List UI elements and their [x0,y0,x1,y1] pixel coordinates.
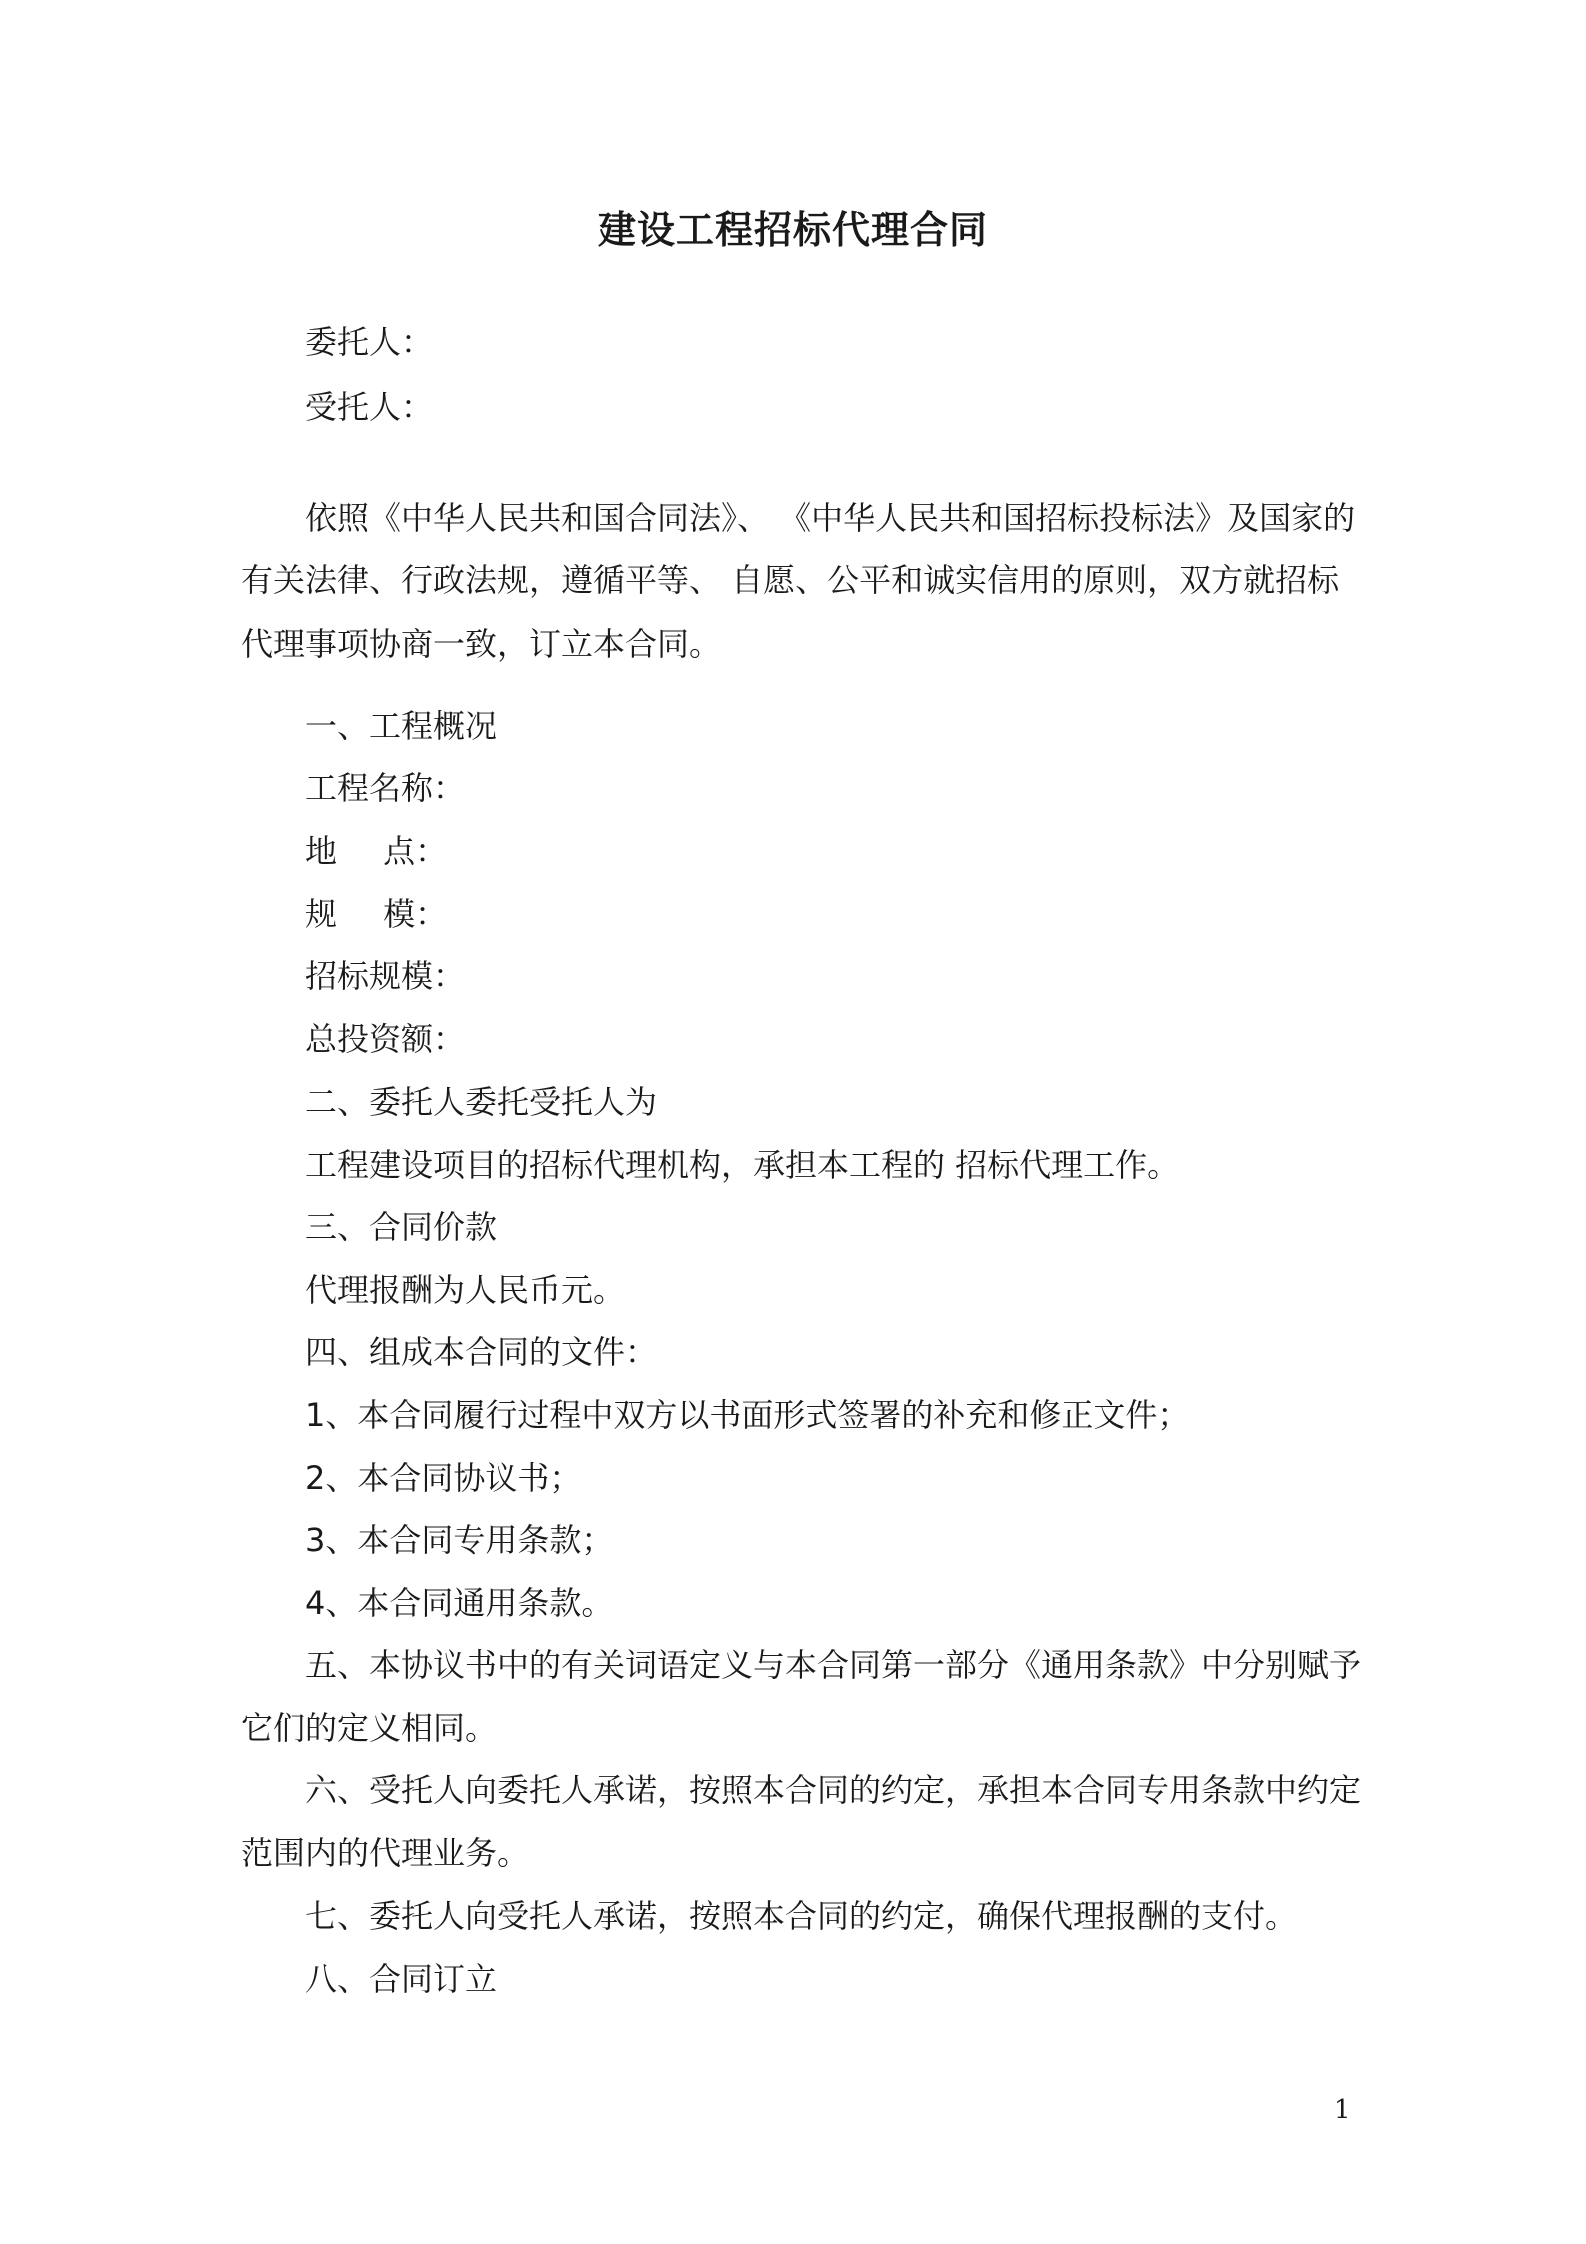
agent-label: 受托人： [305,388,434,426]
preamble-line-3: 代理事项协商一致，订立本合同。 [241,625,722,663]
section-2-body: 工程建设项目的招标代理机构，承担本工程的 招标代理工作。 [305,1146,1180,1184]
section-4-item-1: 1、本合同履行过程中双方以书面形式签署的补充和修正文件； [305,1396,1190,1434]
section-3-heading: 三、合同价款 [305,1208,498,1246]
page-number: 1 [1334,2095,1351,2125]
section-1-heading: 一、工程概况 [305,707,498,745]
document-title: 建设工程招标代理合同 [597,208,988,252]
section-6-line-2: 范围内的代理业务。 [241,1834,530,1872]
section-6-line-1: 六、受托人向委托人承诺，按照本合同的约定，承担本合同专用条款中约定 [305,1771,1362,1809]
section-4-item-4: 4、本合同通用条款。 [305,1584,614,1622]
section-4-item-3: 3、本合同专用条款； [305,1521,614,1559]
section-5-line-2: 它们的定义相同。 [241,1709,498,1747]
section-4-item-2: 2、本合同协议书； [305,1459,582,1497]
section-4-heading: 四、组成本合同的文件： [305,1333,658,1371]
preamble-line-1: 依照《中华人民共和国合同法》、 《中华人民共和国招标投标法》及国家的 [305,499,1356,537]
scale-field: 规 模： [305,895,448,933]
section-7: 七、委托人向受托人承诺，按照本合同的约定，确保代理报酬的支付。 [305,1897,1298,1935]
bidding-scale-field: 招标规模： [305,957,466,995]
section-2-heading: 二、委托人委托受托人为 [305,1083,658,1121]
section-5-line-1: 五、本协议书中的有关词语定义与本合同第一部分《通用条款》中分别赋予 [305,1646,1362,1684]
section-3-body: 代理报酬为人民币元。 [305,1271,626,1309]
total-investment-field: 总投资额： [305,1020,466,1058]
project-name-field: 工程名称： [305,769,466,807]
principal-label: 委托人： [305,323,434,361]
preamble-line-2: 有关法律、行政法规，遵循平等、 自愿、公平和诚实信用的原则，双方就招标 [241,561,1340,599]
location-field: 地 点： [305,832,448,870]
section-8-heading: 八、合同订立 [305,1960,498,1998]
